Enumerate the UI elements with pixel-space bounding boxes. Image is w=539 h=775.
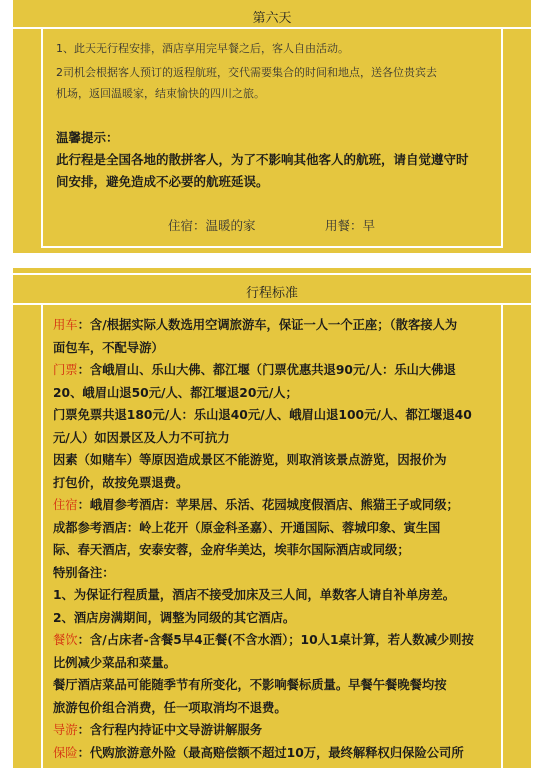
standard-text: ：含峨眉山、乐山大佛、都江堰（门票优惠共退90元/人：乐山大佛退 [77,363,456,377]
standard-line [53,517,523,540]
standard-line [53,427,523,450]
standard-text: 际、春天酒店，安泰安蓉，金府华美达，埃菲尔国际酒店或同级； [53,543,410,557]
standard-line [53,742,523,765]
standard-line [53,697,523,720]
standard-key: 住宿 [53,498,78,512]
standard-text: 餐厅酒店菜品可能随季节有所变化，不影响餐标质量。早餐午餐晚餐均按 [53,678,447,692]
standard-key: 餐饮 [53,633,78,647]
standard-text: 2、酒店房满期间，调整为同级的其它酒店。 [53,610,296,625]
divider [13,273,531,275]
standard-text: 成都参考酒店：岭上花开（原金科圣嘉）、开通国际、蓉城印象、寅生国 [53,520,441,535]
standard-line [53,314,523,337]
standard-line [53,607,523,630]
standard-text: ：含/根据实际人数选用空调旅游车，保证一人一个正座；（散客接人为 [77,318,458,332]
standard-text: ：代购旅游意外险（最高赔偿额不超过10万，最终解释权归保险公司所 [77,745,464,760]
standard-line [53,584,523,607]
standard-line [53,472,523,495]
standard-line [53,494,523,517]
stay-label: 住宿：温暖的家 [168,218,256,233]
meal-label: 用餐：早 [325,218,376,233]
standard-line [53,719,523,742]
standard-line [53,337,523,360]
standard-text: 因素（如赌车）等原因造成景区不能游览，则取消该景点游览，因报价为 [53,453,447,467]
standard-text: 打包价，故按免票退费。 [53,475,189,490]
standard-text: 门票免票共退180元/人：乐山退40元/人、峨眉山退100元/人、都江堰退40 [53,408,472,422]
day6-line-3: 机场，返回温暖家，结束愉快的四川之旅。 [56,87,265,100]
tip-line-1: 此行程是全国各地的散拼客人，为了不影响其他客人的航班，请自觉遵守时 [56,152,469,167]
standard-text: 特别备注： [53,565,115,580]
standard-text: 20、峨眉山退50元/人、都江堰退20元/人； [53,385,298,400]
day6-line-1: 1、此天无行程安排，酒店享用完早餐之后，客人自由活动。 [56,42,349,55]
standard-line [53,382,523,405]
tip-title: 温馨提示： [56,130,119,145]
standard-key: 门票 [53,363,78,377]
day6-line-2: 2司机会根据客人预订的返程航班，交代需要集合的时间和地点，送各位贵宾去 [56,66,437,79]
standard-text: ：含行程内持证中文导游讲解服务 [77,723,263,737]
standard-line [53,404,523,427]
standard-text: 比例减少菜品和菜量。 [53,655,176,670]
day6-title: 第六天 [252,11,292,26]
standard-text: 1、为保证行程质量，酒店不接受加床及三人间，单数客人请自补单房差。 [53,588,456,602]
standard-line [53,359,523,382]
standard-text: 面包车，不配导游） [53,340,164,355]
standard-line [53,674,523,697]
standard-key: 保险 [53,745,78,760]
standard-key: 用车 [53,318,78,332]
standard-line [53,652,523,675]
standard-text: ：含/占床者-含餐5早4正餐(不含水酒）；10人1桌计算，若人数减少则按 [77,633,474,647]
standard-panel [13,268,531,768]
standard-title: 行程标准 [245,286,298,301]
day6-panel [13,0,531,253]
standard-line [53,562,523,585]
standard-text: 旅游包价组合消费，任一项取消均不退费。 [53,700,287,715]
standard-line [53,449,523,472]
standard-list [53,314,523,764]
standard-text: 元/人）如因景区及人力不可抗力 [53,430,230,445]
standard-line [53,629,523,652]
standard-key: 导游 [53,723,78,737]
standard-line [53,539,523,562]
standard-text: ：峨眉参考酒店：苹果居、乐活、花园城度假酒店、熊猫王子或同级； [77,498,459,512]
tip-line-2: 间安排，避免造成不必要的航班延误。 [56,174,269,189]
